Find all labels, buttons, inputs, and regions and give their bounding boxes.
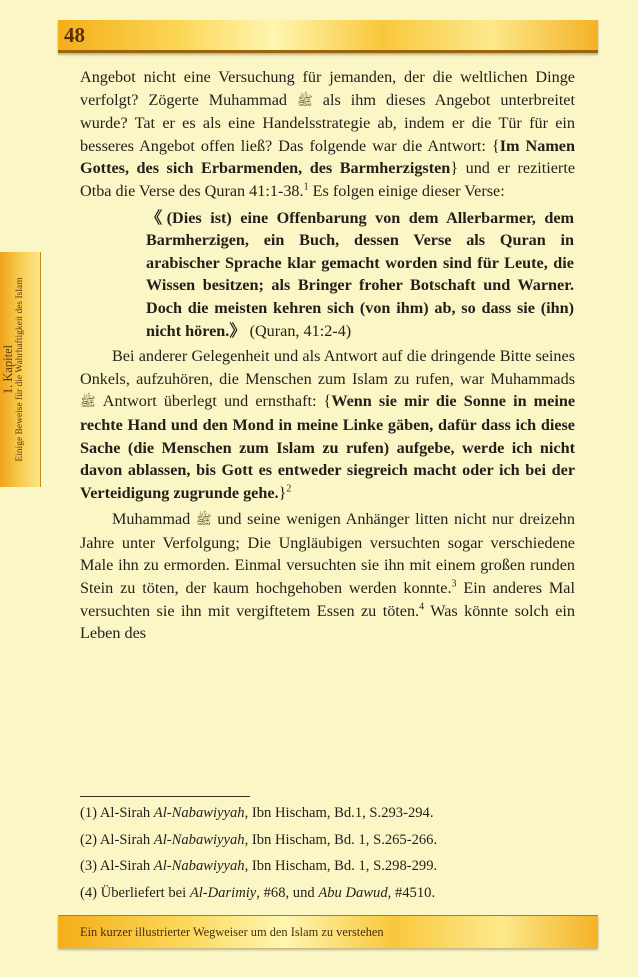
footnote-2: (2) Al-Sirah Al-Nabawiyyah, Ibn Hischam, Bd. 1, S.265-266. [80,831,438,848]
book-title-footer: Ein kurzer illustrierter Wegweiser um den Islam zu verstehen [80,925,384,939]
chapter-number: 1. Kapitel [1,344,15,395]
salutation-glyph: ﷺ [195,512,212,528]
footnote-ref-4: 4 [419,601,425,613]
footnote-ref-1: 1 [303,181,309,193]
bold-quote: Wenn sie mir die Sonne in meine rechte Hand und den Mond in meine Linke gäben, dafür dass ich diese Sache (die Menschen zum Islam zu rufen) aufgebe, werde ich nicht davon ablassen, bis Gott es entweder siegreich macht oder ich bei der Verteidigung zugrunde gehe. [80,392,576,502]
chapter-side-label [1,252,41,487]
quran-quote [146,207,574,343]
footnote-1: (1) Al-Sirah Al-Nabawiyyah, Ibn Hischam, Bd.1, S.293-294. [80,805,434,821]
footnote-3: (3) Al-Sirah Al-Nabawiyyah, Ibn Hischam, Bd. 1, S.298-299. [80,858,438,874]
salutation-glyph: ﷺ [297,92,313,108]
quote-open-bracket: 《 [146,208,167,227]
quote-text: (Dies ist) eine Offenbarung von dem Allerbarmer, dem Barmherzigen, ein Buch, dessen Verse als Quran in arabischer Sprache klar gemacht worden sind für Leute, die Wissen besitzen; als Bringer froher Botschaft und Warner. Doch die meisten kehren sich (von ihm) ab, so dass sie (ihn) nicht hören. [146,208,575,340]
paragraph-3: Muhammad ﷺ und seine wenigen Anhänger litten nicht nur dreizehn Jahre unter Verfolgung; Die Ungläubigen versuchten sogar verschiedene Male ihn zu ermorden. Einmal versuchten sie ihn mit einem großen runden Stein zu töten, der kaum hochgehoben werden konnte.$^3$ Ein anderes Mal versuchten sie ihn mit vergiftetem Essen zu töten.$^4$ Was könnte solch ein Leben des [80,510,575,643]
page-header-bar [58,20,598,53]
quote-reference: (Quran, 41:2-4) [245,321,352,340]
footnote-ref-2: 2 [286,483,292,495]
page-number: 48 [64,23,85,47]
page-footer-bar [58,915,598,948]
page-body [80,66,575,645]
footnote-4: (4) Überliefert bei Al-Darimiy, #68, und Abu Dawud, #4510. [80,884,436,901]
chapter-subtitle: Einige Beweise für die Wahrhaftigkeit des Islam [15,277,26,462]
footnotes [80,800,575,906]
footnote-ref-3: 3 [451,578,457,590]
footnote-divider [80,796,250,797]
paragraph-2: Bei anderer Gelegenheit und als Antwort auf die dringende Bitte seines Onkels, aufzuhören, die Menschen zum Islam zu rufen, war Muhammads ﷺ Antwort überlegt und ernsthaft: {Wenn sie mir die Sonne in meine rechte Hand und den Mond in meine Linke gäben, dafür dass ich diese Sache (die Menschen zum Islam zu rufen) aufgebe, werde ich nicht davon ablassen, bis Gott es entweder siegreich macht oder ich bei der Verteidigung zugrunde gehe.}$^2$ [80,347,576,502]
bold-phrase: Im Namen Gottes, des sich Erbarmenden, des Barmherzigsten [80,136,575,178]
paragraph-1: Angebot nicht eine Versuchung für jemanden, der die weltlichen Dinge verfolgt? Zögerte Muhammad ﷺ als ihm dieses Angebot unterbreitet wurde? Tat er es als eine Handelsstrategie ab, indem er die Tür für ein besseres Angebot offen ließ? Das folgende war die Antwort: {Im Namen Gottes, des sich Erbarmenden, des Barmherzigsten} und er rezitierte Otba die Verse des Quran 41:1-38.$^1$ Es folgen einige dieser Verse: [80,68,576,200]
salutation-glyph: ﷺ [80,394,96,410]
quote-close-bracket: 》 [229,321,246,340]
